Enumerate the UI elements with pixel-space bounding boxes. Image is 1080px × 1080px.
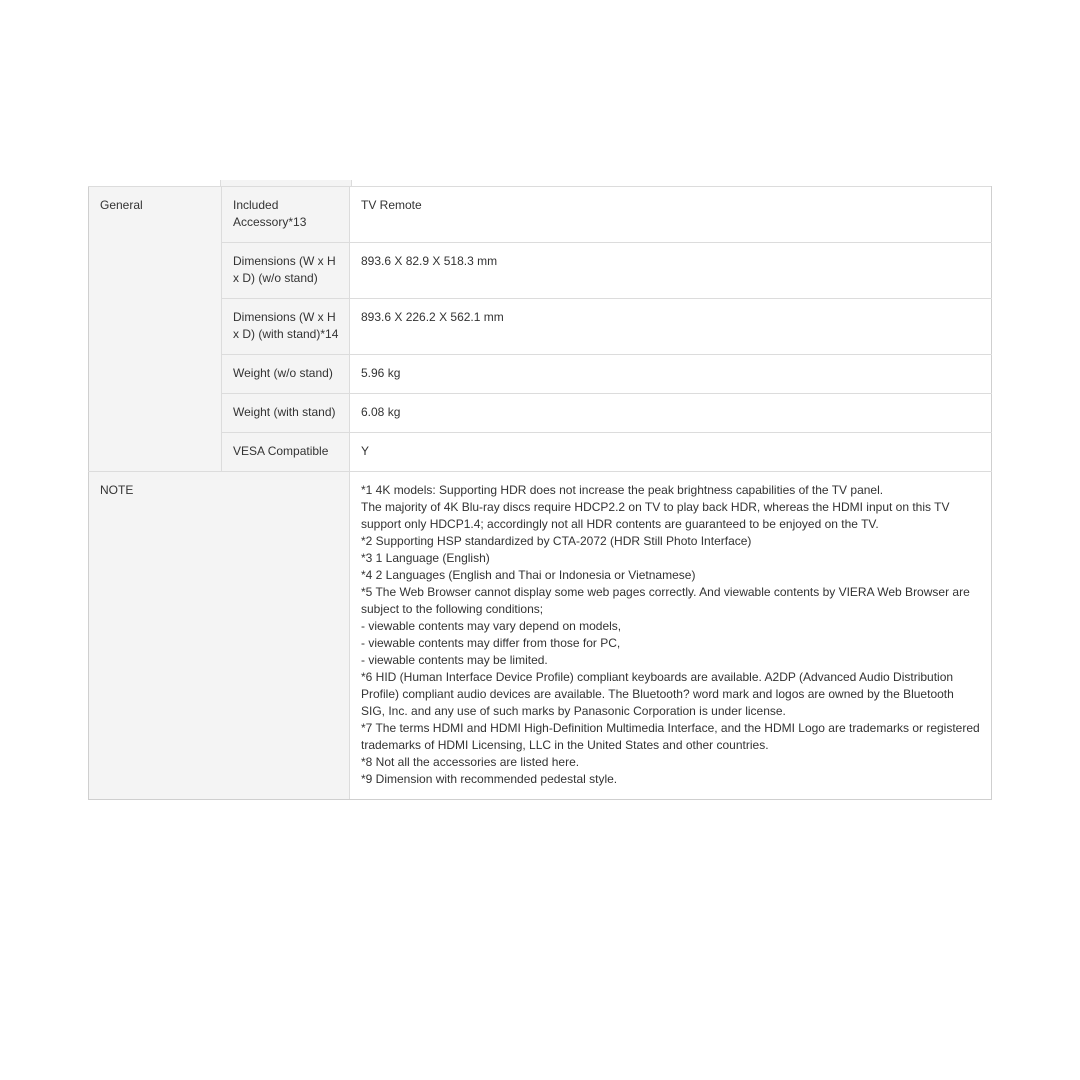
note-content — [350, 472, 992, 800]
note-line: *7 The terms HDMI and HDMI High-Definition Multimedia Interface, and the HDMI Logo are trademarks or registered trademarks of HDMI Licensing, LLC in the United States and other countries. — [361, 721, 980, 752]
table-row — [89, 299, 992, 355]
note-line: - viewable contents may vary depend on models, — [361, 619, 622, 633]
note-line: - viewable contents may differ from those for PC, — [361, 636, 621, 650]
table-row — [89, 243, 992, 299]
table-row — [89, 187, 992, 243]
spec-label-included-accessory: Included Accessory*13 — [222, 187, 350, 243]
note-line: *5 The Web Browser cannot display some web pages correctly. And viewable contents by VIERA Web Browser are subject to the following conditions; — [361, 585, 970, 616]
spec-value-included-accessory: TV Remote — [350, 187, 992, 243]
spec-label-dimensions-without-stand: Dimensions (W x H x D) (w/o stand) — [222, 243, 350, 299]
table-row — [89, 355, 992, 394]
note-line: The majority of 4K Blu-ray discs require HDCP2.2 on TV to play back HDR, whereas the HDMI input on this TV support only HDCP1.4; accordingly not all HDR contents are guaranteed to be enjoyed on the TV. — [361, 500, 950, 531]
spec-value-dimensions-with-stand: 893.6 X 226.2 X 562.1 mm — [350, 299, 992, 355]
note-line: *9 Dimension with recommended pedestal style. — [361, 772, 618, 786]
spec-value-vesa-compatible: Y — [350, 433, 992, 472]
note-line: *3 1 Language (English) — [361, 551, 490, 565]
group-general-label: General — [89, 187, 222, 472]
table-row — [89, 394, 992, 433]
spec-label-weight-with-stand: Weight (with stand) — [222, 394, 350, 433]
table-row — [89, 433, 992, 472]
note-line: *6 HID (Human Interface Device Profile) compliant keyboards are available. A2DP (Advanced Audio Distribution Profile) compliant audio devices are available. The Bluetooth? word mark and logos are owned by the Bluetooth SIG, Inc. and any use of such marks by Panasonic Corporation is under license. — [361, 670, 954, 718]
note-line: *1 4K models: Supporting HDR does not increase the peak brightness capabilities of the TV panel. — [361, 483, 884, 497]
table-row-note — [89, 472, 992, 800]
note-line: *2 Supporting HSP standardized by CTA-2072 (HDR Still Photo Interface) — [361, 534, 752, 548]
note-label: NOTE — [89, 472, 350, 800]
spec-label-dimensions-with-stand: Dimensions (W x H x D) (with stand)*14 — [222, 299, 350, 355]
spec-table — [88, 186, 992, 800]
spec-value-dimensions-without-stand: 893.6 X 82.9 X 518.3 mm — [350, 243, 992, 299]
spec-value-weight-without-stand: 5.96 kg — [350, 355, 992, 394]
spec-label-weight-without-stand: Weight (w/o stand) — [222, 355, 350, 394]
note-line: *4 2 Languages (English and Thai or Indonesia or Vietnamese) — [361, 568, 696, 582]
spec-value-weight-with-stand: 6.08 kg — [350, 394, 992, 433]
note-line: - viewable contents may be limited. — [361, 653, 548, 667]
spec-label-vesa-compatible: VESA Compatible — [222, 433, 350, 472]
note-line: *8 Not all the accessories are listed here. — [361, 755, 580, 769]
